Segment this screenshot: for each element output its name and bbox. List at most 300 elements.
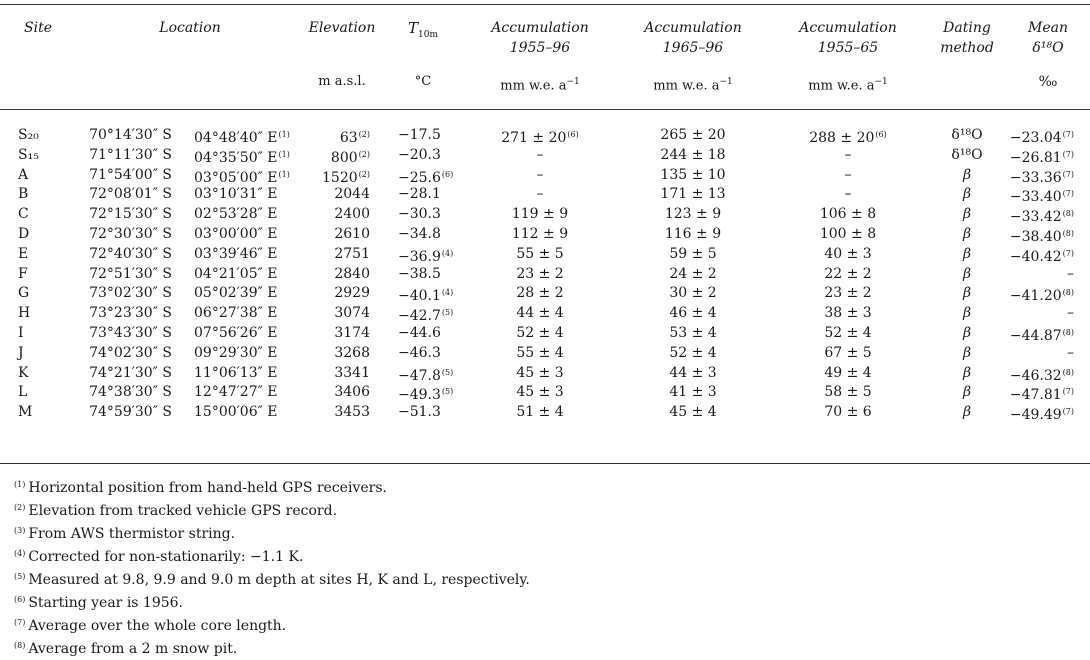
cell-accumulation-1965-96 [633,364,753,382]
cell-elevation-value: 3406 [334,384,370,401]
cell-elevation [300,304,370,322]
cell-mean-d18o-value: −41.20 [1009,288,1062,305]
cell-site [18,324,24,342]
cell-dating-method-value: δ¹⁸O [951,146,983,163]
cell-accumulation-1965-96-value: 52 ± 4 [669,344,717,361]
cell-accumulation-1965-96 [633,403,753,421]
cell-accumulation-1955-96-value: 44 ± 4 [516,305,564,322]
cell-elevation [300,324,370,342]
cell-longitude [194,304,292,322]
cell-site [18,383,27,401]
footnote-marker: (7) [1062,189,1074,199]
header-site: Site [24,20,52,36]
cell-longitude [194,344,292,362]
footnote [14,591,530,614]
cell-site [18,146,39,164]
cell-mean-d18o [988,126,1074,147]
header-mean-d18o [1016,18,1080,58]
cell-mean-d18o-value: −38.40 [1009,229,1062,245]
cell-accumulation-1955-65-value: 67 ± 5 [824,344,872,361]
cell-longitude-value: 07°56′26″ E [194,325,278,341]
cell-mean-d18o [988,166,1074,187]
cell-latitude [80,146,172,164]
header-acc3-line2: 1955–65 [817,40,879,56]
cell-mean-d18o [988,284,1074,305]
header-dating-method [935,18,999,58]
cell-elevation [300,205,370,223]
cell-longitude [194,205,292,223]
cell-latitude-value: 71°54′00″ S [89,166,172,183]
cell-temperature-value: −46.3 [398,344,441,361]
footnote [14,614,530,637]
footnote-marker: (4) [441,288,454,298]
cell-longitude-value: 03°39′46″ E [194,245,278,262]
cell-dating-method-value: β [962,344,972,361]
cell-elevation [300,364,370,382]
cell-longitude-value: 06°27′38″ E [194,305,278,322]
table-row [0,304,1090,325]
cell-latitude [80,324,172,342]
cell-latitude [80,344,172,362]
cell-accumulation-1955-96-value: 23 ± 2 [516,265,564,282]
table-row [0,383,1090,404]
cell-mean-d18o-value: −33.42 [1009,209,1062,226]
cell-temperature [398,245,472,266]
cell-mean-d18o-value: – [1067,265,1074,282]
cell-accumulation-1955-65-value: 22 ± 2 [824,265,872,282]
cell-accumulation-1955-65 [788,344,908,362]
footnote-mark: (4) [14,549,26,558]
cell-accumulation-1955-96 [480,403,600,421]
cell-mean-d18o-value: −33.40 [1009,189,1062,206]
cell-temperature-value: −49.3 [398,387,441,404]
cell-mean-d18o [988,344,1074,362]
cell-temperature-value: −28.1 [398,186,441,203]
cell-dating-method-value: β [962,166,972,183]
cell-temperature-value: −20.3 [398,146,441,163]
unit-acc3-text: mm w.e. a [808,78,875,94]
cell-elevation [300,403,370,421]
unit-mean: ‰ [1038,74,1058,90]
cell-site [18,265,28,283]
cell-longitude [194,166,292,187]
footnote-marker: (7) [1062,248,1074,258]
cell-latitude-value: 74°02′30″ S [89,344,172,361]
cell-dating-method-value: β [962,206,972,223]
cell-temperature [398,344,472,362]
cell-longitude-value: 12°47′27″ E [194,384,278,401]
cell-latitude [80,265,172,283]
cell-accumulation-1955-96 [480,284,600,302]
unit-acc1-exp: −1 [566,77,580,87]
cell-longitude [194,146,292,167]
cell-temperature-value: −42.7 [398,308,441,325]
cell-latitude-value: 72°40′30″ S [89,245,172,262]
cell-site [18,344,24,362]
cell-latitude [80,166,172,184]
cell-accumulation-1955-65 [788,126,908,147]
table-row [0,284,1090,305]
cell-accumulation-1955-65-value: 58 ± 5 [824,384,872,401]
cell-dating-method-value: β [962,384,972,401]
cell-elevation-value: 800 [330,149,358,166]
cell-mean-d18o-value: −33.36 [1009,169,1062,186]
cell-accumulation-1955-65-value: 38 ± 3 [824,305,872,322]
cell-latitude-value: 72°08′01″ S [89,186,172,203]
footnote-text: Average from a 2 m snow pit. [28,641,238,657]
cell-temperature [398,146,472,164]
cell-latitude-value: 74°59′30″ S [89,404,172,421]
cell-temperature [398,324,472,342]
cell-elevation-value: 3268 [334,344,370,361]
cell-accumulation-1965-96 [633,265,753,283]
cell-accumulation-1955-65 [788,225,908,243]
header-temperature-subscript: 10m [418,30,438,40]
footnote-text: Measured at 9.8, 9.9 and 9.0 m depth at sites H, K and L, respectively. [28,572,530,588]
footnote-marker: (5) [441,308,454,318]
footnote [14,522,530,545]
cell-site-value: J [18,344,24,361]
footnote-text: Corrected for non-stationarily: −1.1 K. [28,549,304,565]
cell-temperature-value: −34.8 [398,226,441,242]
cell-elevation-value: 3453 [334,404,370,421]
header-mean-line1: Mean [1028,20,1068,36]
table-row [0,166,1090,184]
footnote-marker: (7) [1062,130,1074,139]
footnote-marker: (1) [278,130,290,139]
footnote-mark: (7) [14,618,26,627]
cell-elevation [300,265,370,283]
footnote-text: Elevation from tracked vehicle GPS record. [28,503,338,519]
cell-latitude-value: 70°14′30″ S [89,127,172,143]
cell-latitude [80,245,172,263]
cell-accumulation-1955-65-value: 52 ± 4 [824,325,872,341]
unit-acc1-text: mm w.e. a [500,78,567,94]
cell-accumulation-1955-96 [480,344,600,362]
cell-dating-method-value: β [962,226,972,242]
cell-accumulation-1955-96 [480,146,600,164]
cell-elevation [300,383,370,401]
cell-elevation-value: 2751 [334,245,370,262]
cell-latitude [80,403,172,421]
cell-mean-d18o-value: −26.81 [1009,149,1062,166]
cell-temperature [398,364,472,385]
cell-elevation-value: 3074 [334,305,370,322]
cell-latitude [80,383,172,401]
header-acc1-line2: 1955–96 [509,40,571,56]
footnote-marker: (4) [441,248,454,258]
cell-temperature-value: −40.1 [398,288,441,305]
cell-longitude-value: 09°29′30″ E [194,344,278,361]
cell-accumulation-1965-96 [633,284,753,302]
cell-latitude [80,304,172,322]
cell-site [18,403,32,421]
cell-accumulation-1965-96 [633,126,753,144]
cell-latitude [80,126,172,144]
cell-accumulation-1955-65-value: – [844,166,852,183]
cell-accumulation-1965-96 [633,225,753,243]
footnote-mark: (6) [14,595,26,604]
cell-latitude-value: 74°21′30″ S [89,364,172,381]
cell-accumulation-1955-96 [480,324,600,342]
cell-accumulation-1955-65 [788,383,908,401]
unit-acc2-text: mm w.e. a [653,78,720,94]
cell-dating-method-value: β [962,305,972,322]
footnote [14,637,530,660]
cell-latitude [80,225,172,243]
cell-elevation-value: 3341 [334,364,370,381]
cell-longitude-value: 04°35′50″ E [194,149,278,166]
cell-accumulation-1955-65 [788,205,908,223]
cell-site [18,364,28,382]
header-acc1-line1: Accumulation [491,20,589,36]
cell-site-value: H [18,305,31,322]
cell-temperature [398,225,472,243]
cell-accumulation-1955-96 [480,225,600,243]
cell-temperature-value: −17.5 [398,127,441,143]
cell-temperature [398,284,472,305]
cell-accumulation-1955-96-value: – [536,166,544,183]
cell-temperature [398,185,472,203]
header-acc2-line1: Accumulation [644,20,742,36]
footnote-marker: (8) [1062,209,1074,219]
cell-latitude-value: 72°15′30″ S [89,206,172,223]
cell-dating-method-value: β [962,265,972,282]
cell-accumulation-1955-96-value: 55 ± 5 [516,245,564,262]
cell-latitude-value: 71°11′30″ S [89,146,172,163]
cell-accumulation-1965-96 [633,304,753,322]
cell-accumulation-1955-96-value: 45 ± 3 [516,384,564,401]
cell-accumulation-1965-96 [633,324,753,342]
cell-accumulation-1955-96 [480,364,600,382]
cell-accumulation-1955-96-value: 112 ± 9 [511,226,569,242]
footnote-mark: (1) [14,480,26,489]
cell-site-value: S₁₅ [18,146,39,163]
footnote-marker: (1) [278,169,290,179]
cell-temperature [398,265,472,283]
header-accumulation-1965-96 [633,18,753,58]
cell-accumulation-1955-96-value: – [536,146,544,163]
cell-longitude-value: 11°06′13″ E [194,364,278,381]
footnote-marker: (6) [567,130,579,139]
cell-accumulation-1955-65-value: 70 ± 6 [824,404,872,421]
cell-site [18,304,30,322]
cell-accumulation-1955-96-value: 51 ± 4 [516,404,564,421]
footnote-text: From AWS thermistor string. [28,526,236,542]
cell-latitude-value: 73°23′30″ S [89,305,172,322]
header-accumulation-1955-96 [480,18,600,58]
cell-accumulation-1965-96-value: 53 ± 4 [669,325,717,341]
cell-accumulation-1965-96 [633,205,753,223]
cell-mean-d18o [988,225,1074,246]
footnote-text: Starting year is 1956. [28,595,184,611]
cell-accumulation-1965-96-value: 123 ± 9 [664,206,722,223]
cell-dating-method-value: β [962,245,972,262]
cell-site-value: E [18,245,29,262]
cell-accumulation-1965-96 [633,383,753,401]
cell-longitude-value: 04°21′05″ E [194,265,278,282]
cell-accumulation-1965-96-value: 244 ± 18 [660,146,726,163]
cell-longitude-value: 03°10′31″ E [194,186,278,203]
cell-latitude-value: 73°43′30″ S [89,325,172,341]
cell-accumulation-1955-65 [788,403,908,421]
cell-site-value: B [18,186,29,203]
cell-longitude [194,126,292,147]
cell-site-value: A [18,166,29,183]
header-temperature [398,18,448,45]
cell-elevation [300,146,370,167]
cell-latitude [80,284,172,302]
cell-elevation [300,344,370,362]
cell-accumulation-1955-96 [480,265,600,283]
footnote-marker: (6) [441,169,454,179]
cell-mean-d18o [988,304,1074,322]
cell-longitude [194,265,292,283]
cell-elevation [300,185,370,203]
table-row [0,146,1090,164]
cell-accumulation-1955-65-value: – [844,186,852,203]
cell-accumulation-1955-65 [788,304,908,322]
cell-accumulation-1955-65 [788,265,908,283]
footnote-marker: (8) [1062,328,1074,337]
unit-acc2-exp: −1 [719,77,733,87]
cell-temperature-value: −51.3 [398,404,441,421]
cell-mean-d18o [988,185,1074,206]
cell-accumulation-1965-96-value: 44 ± 3 [669,364,717,381]
cell-site-value: S₂₀ [18,127,39,143]
cell-temperature-value: −25.6 [398,169,441,186]
cell-accumulation-1965-96 [633,146,753,164]
cell-mean-d18o [988,403,1074,424]
cell-site [18,245,28,263]
unit-acc3-exp: −1 [874,77,888,87]
header-acc2-line2: 1965–96 [662,40,724,56]
cell-elevation-value: 1520 [322,169,358,186]
cell-elevation [300,126,370,147]
unit-elevation: m a.s.l. [318,74,366,89]
cell-site-value: D [18,226,30,242]
footnote-marker: (5) [441,367,454,377]
table-row [0,245,1090,263]
cell-site [18,166,28,184]
cell-longitude [194,383,292,401]
cell-accumulation-1955-96 [480,126,600,147]
cell-mean-d18o [988,205,1074,226]
header-elevation: Elevation [308,20,376,36]
bottom-rule [0,463,1090,464]
cell-elevation-value: 2044 [334,186,370,203]
cell-accumulation-1955-65 [788,324,908,342]
top-rule [0,4,1090,5]
cell-mean-d18o [988,364,1074,385]
footnote-mark: (2) [14,503,26,512]
table-row [0,344,1090,362]
footnote [14,545,530,568]
cell-site [18,284,29,302]
cell-accumulation-1955-96-value: 28 ± 2 [516,285,564,302]
cell-accumulation-1955-65-value: 100 ± 8 [819,226,877,242]
cell-accumulation-1955-96-value: 52 ± 4 [516,325,564,341]
cell-latitude [80,364,172,382]
table-row [0,324,1090,342]
cell-mean-d18o-value: −23.04 [1009,130,1062,146]
cell-accumulation-1955-96-value: 45 ± 3 [516,364,564,381]
header-temperature-symbol: T [407,19,418,37]
cell-accumulation-1955-65 [788,185,908,203]
footnote-marker: (7) [1062,407,1074,417]
cell-temperature [398,383,472,404]
cell-mean-d18o-value: −47.81 [1009,387,1062,404]
cell-elevation-value: 2400 [334,206,370,223]
footnote-mark: (8) [14,641,26,650]
cell-temperature-value: −47.8 [398,367,441,384]
footnote-marker: (2) [358,130,370,139]
header-dating-line1: Dating [943,20,991,36]
cell-mean-d18o [988,383,1074,404]
footnote-text: Horizontal position from hand-held GPS receivers. [28,480,387,496]
cell-accumulation-1955-65 [788,364,908,382]
cell-dating-method-value: β [962,364,972,381]
cell-temperature [398,126,472,144]
cell-elevation-value: 2929 [334,285,370,302]
cell-accumulation-1955-65 [788,146,908,164]
cell-accumulation-1955-96-value: – [536,186,544,203]
footnote-marker: (2) [358,169,370,179]
cell-mean-d18o [988,245,1074,266]
cell-mean-d18o-value: – [1067,344,1074,361]
cell-dating-method-value: δ¹⁸O [951,127,983,143]
cell-longitude [194,225,292,243]
cell-site [18,185,28,203]
footnote [14,499,530,522]
cell-accumulation-1965-96-value: 45 ± 4 [669,404,717,421]
cell-longitude-value: 05°02′39″ E [194,285,278,302]
cell-accumulation-1955-65-value: 49 ± 4 [824,364,872,381]
cell-temperature-value: −38.5 [398,265,441,282]
unit-temperature: °C [414,74,432,89]
cell-site-value: L [18,384,28,401]
cell-latitude-value: 72°30′30″ S [89,226,172,242]
cell-latitude-value: 74°38′30″ S [89,384,172,401]
cell-accumulation-1955-96 [480,304,600,322]
unit-acc3 [788,74,908,94]
cell-accumulation-1955-96 [480,205,600,223]
cell-accumulation-1955-65-value: 23 ± 2 [824,285,872,302]
cell-site-value: C [18,206,29,223]
cell-mean-d18o [988,324,1074,345]
cell-longitude-value: 15°00′06″ E [194,404,278,421]
cell-accumulation-1965-96 [633,344,753,362]
cell-accumulation-1965-96-value: 171 ± 13 [660,186,726,203]
cell-accumulation-1965-96-value: 30 ± 2 [669,285,717,302]
cell-accumulation-1965-96-value: 41 ± 3 [669,384,717,401]
cell-mean-d18o-value: – [1067,305,1074,322]
footnote-mark: (5) [14,572,26,581]
cell-temperature-value: −36.9 [398,248,441,265]
footnotes [14,476,530,660]
cell-temperature-value: −44.6 [398,325,441,341]
cell-mean-d18o-value: −46.32 [1009,367,1062,384]
cell-temperature [398,403,472,421]
cell-accumulation-1955-65 [788,284,908,302]
cell-temperature [398,205,472,223]
cell-accumulation-1965-96-value: 24 ± 2 [669,265,717,282]
footnote-marker: (6) [875,130,887,139]
cell-accumulation-1955-65 [788,166,908,184]
unit-acc1 [480,74,600,94]
header-dating-line2: method [940,40,994,56]
cell-longitude [194,245,292,263]
